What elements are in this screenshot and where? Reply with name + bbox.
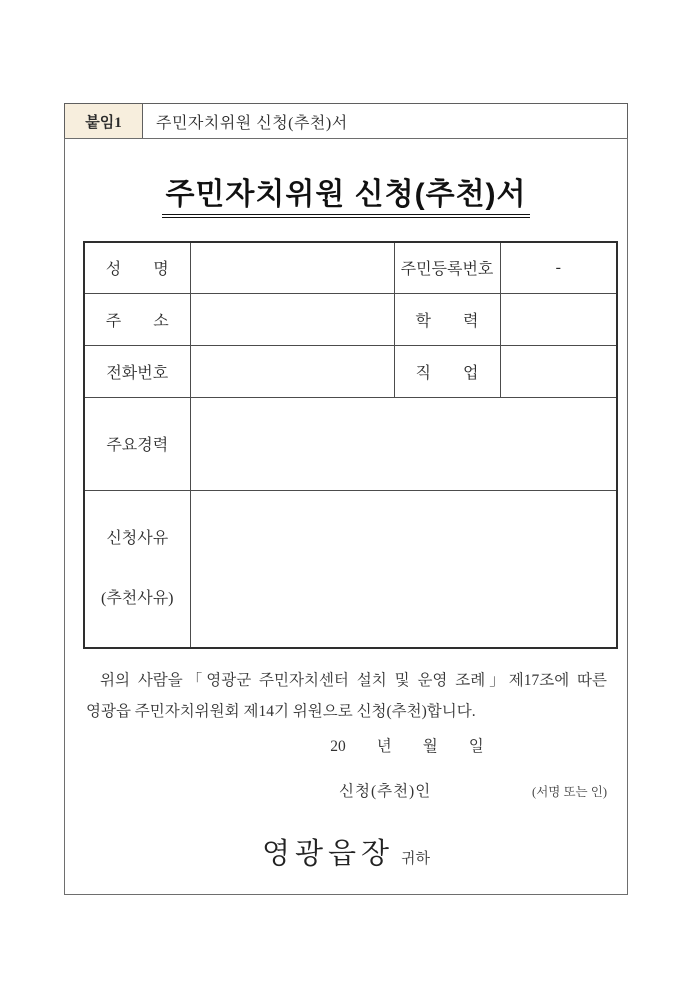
form-frame [64,138,628,895]
date-line: 20 년 월 일 [330,737,484,755]
education-label: 학 력 [394,293,500,345]
name-value [190,242,394,293]
resident-id-value: - [500,242,617,293]
attachment-header [64,103,628,139]
education-value [500,293,617,345]
career-value [190,397,617,490]
attachment-tag: 붙임1 [65,104,143,138]
table-row-name [84,242,617,293]
recipient-name: 영광읍장 [261,837,395,870]
form-title-text: 주민자치위원 신청(추천)서 [162,178,529,218]
table-row-address [84,293,617,345]
resident-id-label: 주민등록번호 [394,242,500,293]
applicant-label: 신청(추천)인 [339,782,432,800]
reason-value [190,490,617,648]
address-value [190,293,394,345]
signature-or-seal-note: (서명 또는 인) [532,784,607,799]
phone-value [190,345,394,397]
occupation-label: 직 업 [394,345,500,397]
applicant-info-table [83,241,618,649]
phone-label: 전화번호 [84,345,190,397]
statement-line2: 영광읍 주민자치위원회 제14기 위원으로 신청(추천)합니다. [86,702,476,720]
statement-paragraph [86,665,607,727]
table-row-phone [84,345,617,397]
form-title [65,169,627,213]
table-row-reason [84,490,617,648]
statement-line1: 위의 사람을「영광군 주민자치센터 설치 및 운영 조례」제17조에 따른 [100,671,607,689]
reason-label [84,490,190,648]
recipient-line [65,831,627,872]
attachment-title: 주민자치위원 신청(추천)서 [156,114,348,132]
career-label: 주요경력 [84,397,190,490]
address-label: 주 소 [84,293,190,345]
occupation-value [500,345,617,397]
signature-row [65,779,627,801]
reason-label-line2: (추천사유) [101,589,174,607]
table-row-career [84,397,617,490]
recipient-honorific: 귀하 [401,850,431,867]
reason-label-line1: 신청사유 [106,529,169,547]
name-label: 성 명 [84,242,190,293]
